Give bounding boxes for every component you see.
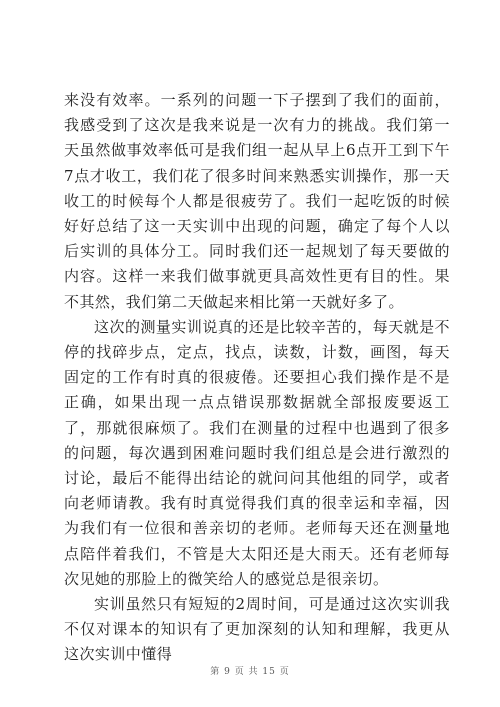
paragraph-continuation: 来没有效率。一系列的问题一下子摆到了我们的面前，我感受到了这次是我来说是一次有力的挑战。我们第一天虽然做事效率低可是我们组一起从早上6点开工到下午7点才收工，我们花了很多时间来熟悉实训操作，那一天收工的时候每个人都是很疲劳了。我们一起吃饭的时候好好总结了这一天实训中出现的问题，确定了每个人以后实训的具体分工。同时我们还一起规划了每天要做的内容。这样一来我们做事就更具高效性更有目的性。果不其然，我们第二天做起来相比第一天就好多了。 [64, 91, 450, 311]
paragraph-survey-training: 这次的测量实训说真的还是比较辛苦的，每天就是不停的找碎步点，定点，找点，读数，计数，画图，每天固定的工作有时真的很疲倦。还要担心我们操作是不是正确，如果出现一点点错误那数据就全部报废要返工了，那就很麻烦了。我们在测量的过程中也遇到了很多的问题，每次遇到困难问题时我们组总是会进行激烈的讨论，最后不能得出结论的就问问其他组的同学，或者向老师请教。我有时真觉得我们真的很幸运和幸福，因为我们有一位很和善亲切的老师。老师每天还在测量地点陪伴着我们，不管是大太阳还是大雨天。还有老师每次见她的那脸上的微笑给人的感觉总是很亲切。 [64, 317, 450, 588]
page-number-footer: 第 9 页 共 15 页 [210, 667, 290, 677]
paragraph-training-summary: 实训虽然只有短短的2周时间，可是通过这次实训我不仅对课本的知识有了更加深刻的认知和理解，我更从这次实训中懂得 [64, 595, 450, 664]
document-body [64, 88, 450, 668]
